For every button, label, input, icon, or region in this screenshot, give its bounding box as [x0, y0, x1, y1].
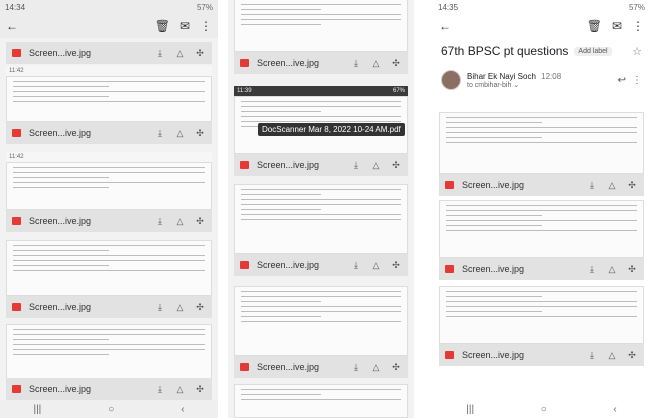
picture-icon — [240, 261, 249, 269]
back-arrow-icon[interactable]: ← — [439, 19, 451, 33]
picture-icon — [12, 303, 21, 311]
attachment-name[interactable]: Screen...ive.jpg — [462, 180, 525, 190]
attachment-card[interactable] — [228, 0, 414, 74]
attachment-bar — [6, 210, 212, 232]
download-icon[interactable]: ⤓ — [354, 57, 358, 68]
toolbar — [433, 14, 650, 38]
sender-row — [433, 58, 650, 90]
email-subject: 67th BPSC pt questions — [441, 44, 569, 58]
download-icon[interactable]: ⤓ — [354, 159, 358, 170]
attachment-bar — [234, 52, 408, 74]
download-icon[interactable]: ⤓ — [158, 215, 162, 226]
attachment-bar — [439, 344, 644, 366]
inner-battery: 67% — [392, 88, 405, 94]
inner-status-time: 11:42 — [9, 154, 24, 160]
phone-screen-middle — [228, 0, 414, 418]
attachment-name[interactable]: Screen...ive.jpg — [29, 302, 92, 312]
drive-icon[interactable]: △ — [608, 179, 616, 190]
picture-icon — [12, 385, 21, 393]
add-to-photos-icon[interactable]: ✣ — [392, 57, 400, 68]
picture-icon — [240, 59, 249, 67]
add-to-photos-icon[interactable]: ✣ — [196, 383, 204, 394]
recents-icon[interactable]: ||| — [33, 403, 42, 415]
drive-icon[interactable]: △ — [372, 159, 380, 170]
inner-status-time: 11:42 — [9, 68, 24, 74]
add-to-photos-icon[interactable]: ✣ — [392, 361, 400, 372]
file-tooltip: DocScanner Mar 8, 2022 10-24 AM.pdf — [258, 123, 405, 136]
status-bar — [0, 0, 218, 14]
attachment-preview — [234, 184, 408, 254]
attachment-preview — [439, 200, 644, 258]
status-bar — [433, 0, 650, 14]
download-icon[interactable]: ⤓ — [158, 383, 162, 394]
drive-icon[interactable]: △ — [176, 47, 184, 58]
attachment-preview — [234, 0, 408, 52]
more-vert-icon[interactable]: ⋮ — [200, 19, 212, 33]
add-to-photos-icon[interactable]: ✣ — [628, 179, 636, 190]
attachment-card[interactable] — [433, 200, 650, 280]
attachment-bar — [234, 254, 408, 276]
attachment-name[interactable]: Screen...ive.jpg — [257, 362, 320, 372]
picture-icon — [240, 363, 249, 371]
download-icon[interactable]: ⤓ — [158, 301, 162, 312]
back-nav-icon[interactable]: ‹ — [181, 403, 185, 415]
attachment-bar — [6, 296, 212, 318]
more-vert-icon[interactable]: ⋮ — [632, 19, 644, 33]
attachment-preview — [6, 324, 212, 380]
download-icon[interactable]: ⤓ — [590, 179, 594, 190]
attachment-bar — [439, 174, 644, 196]
back-nav-icon[interactable]: ‹ — [613, 403, 617, 415]
more-vert-icon[interactable]: ⋮ — [632, 74, 642, 86]
attachment-name[interactable]: Screen...ive.jpg — [29, 48, 92, 58]
attachment-name[interactable]: Screen...ive.jpg — [462, 350, 525, 360]
picture-icon — [12, 49, 21, 57]
attachment-card[interactable] — [0, 40, 218, 64]
email-subject-row — [433, 38, 650, 58]
add-label-button[interactable]: Add label — [574, 47, 611, 56]
attachment-card[interactable] — [0, 240, 218, 318]
attachment-card[interactable] — [433, 112, 650, 196]
attachment-preview — [6, 240, 212, 296]
attachment-preview — [6, 162, 212, 210]
status-time: 14:34 — [5, 2, 26, 12]
add-to-photos-icon[interactable]: ✣ — [628, 263, 636, 274]
attachment-card[interactable] — [228, 96, 414, 176]
attachment-name[interactable]: Screen...ive.jpg — [462, 264, 525, 274]
download-icon[interactable]: ⤓ — [158, 47, 162, 58]
attachment-card[interactable] — [0, 162, 218, 232]
attachment-name[interactable]: Screen...ive.jpg — [257, 58, 320, 68]
attachment-card[interactable] — [0, 76, 218, 144]
reply-icon[interactable]: ↩ — [617, 74, 626, 86]
picture-icon — [12, 217, 21, 225]
drive-icon[interactable]: △ — [176, 383, 184, 394]
download-icon[interactable]: ⤓ — [158, 127, 162, 138]
add-to-photos-icon[interactable]: ✣ — [196, 127, 204, 138]
drive-icon[interactable]: △ — [372, 259, 380, 270]
mail-icon[interactable]: ✉ — [611, 19, 622, 33]
attachment-preview — [234, 384, 408, 418]
sender-name: Bihar Ek Nayi Soch — [467, 71, 536, 81]
picture-icon — [445, 265, 454, 273]
attachment-name[interactable]: Screen...ive.jpg — [29, 128, 92, 138]
drive-icon[interactable]: △ — [176, 301, 184, 312]
add-to-photos-icon[interactable]: ✣ — [628, 349, 636, 360]
add-to-photos-icon[interactable]: ✣ — [392, 159, 400, 170]
attachment-bar — [6, 122, 212, 144]
attachment-preview — [439, 112, 644, 174]
drive-icon[interactable]: △ — [608, 349, 616, 360]
battery-level: 57% — [196, 2, 213, 12]
attachment-name[interactable]: Screen...ive.jpg — [29, 384, 92, 394]
download-icon[interactable]: ⤓ — [590, 349, 594, 360]
status-time: 14:35 — [438, 2, 459, 12]
add-to-photos-icon[interactable]: ✣ — [196, 301, 204, 312]
attachment-bar — [6, 42, 212, 64]
star-icon[interactable]: ☆ — [632, 45, 642, 58]
attachment-bar — [439, 258, 644, 280]
home-icon[interactable]: ○ — [540, 403, 547, 415]
home-icon[interactable]: ○ — [108, 403, 115, 415]
add-to-photos-icon[interactable]: ✣ — [196, 47, 204, 58]
picture-icon — [12, 129, 21, 137]
inner-status-bar — [234, 86, 408, 96]
system-nav-bar — [0, 400, 218, 418]
drive-icon[interactable]: △ — [372, 57, 380, 68]
attachment-bar — [234, 356, 408, 378]
add-to-photos-icon[interactable]: ✣ — [196, 215, 204, 226]
attachment-card[interactable] — [228, 184, 414, 276]
attachment-bar — [234, 154, 408, 176]
picture-icon — [240, 161, 249, 169]
battery-level: 57% — [628, 2, 645, 12]
back-arrow-icon[interactable]: ← — [6, 19, 18, 33]
picture-icon — [445, 351, 454, 359]
toolbar — [0, 14, 218, 38]
attachment-name[interactable]: Screen...ive.jpg — [29, 216, 92, 226]
attachment-card[interactable] — [228, 286, 414, 378]
attachment-preview — [234, 286, 408, 356]
sent-time: 12:08 — [541, 71, 562, 81]
download-icon[interactable]: ⤓ — [590, 263, 594, 274]
attachment-card[interactable] — [0, 324, 218, 400]
recents-icon[interactable]: ||| — [466, 403, 475, 415]
inner-status-bar — [6, 66, 212, 76]
trash-icon[interactable]: 🗑 — [586, 19, 602, 33]
attachment-name[interactable]: Screen...ive.jpg — [257, 260, 320, 270]
chevron-down-icon: ⌄ — [513, 81, 520, 89]
recipient-line[interactable] — [467, 81, 612, 89]
sender-line — [467, 72, 612, 81]
mail-icon[interactable]: ✉ — [179, 19, 190, 33]
download-icon[interactable]: ⤓ — [354, 259, 358, 270]
avatar[interactable] — [441, 70, 461, 90]
attachment-card[interactable] — [433, 286, 650, 366]
trash-icon[interactable]: 🗑 — [154, 19, 170, 33]
system-nav-bar — [433, 400, 650, 418]
drive-icon[interactable]: △ — [608, 263, 616, 274]
attachment-preview — [6, 76, 212, 122]
phone-screen-right — [433, 0, 650, 418]
inner-status-bar — [6, 152, 212, 162]
attachment-preview — [439, 286, 644, 344]
drive-icon[interactable]: △ — [176, 215, 184, 226]
drive-icon[interactable]: △ — [372, 361, 380, 372]
picture-icon — [445, 181, 454, 189]
download-icon[interactable]: ⤓ — [354, 361, 358, 372]
drive-icon[interactable]: △ — [176, 127, 184, 138]
add-to-photos-icon[interactable]: ✣ — [392, 259, 400, 270]
attachment-card[interactable] — [228, 384, 414, 418]
attachment-bar — [6, 378, 212, 400]
phone-screen-left — [0, 0, 218, 418]
attachment-name[interactable]: Screen...ive.jpg — [257, 160, 320, 170]
recipient-text: to cmbihar-bih — [467, 81, 512, 89]
inner-status-time: 11:39 — [237, 88, 252, 94]
